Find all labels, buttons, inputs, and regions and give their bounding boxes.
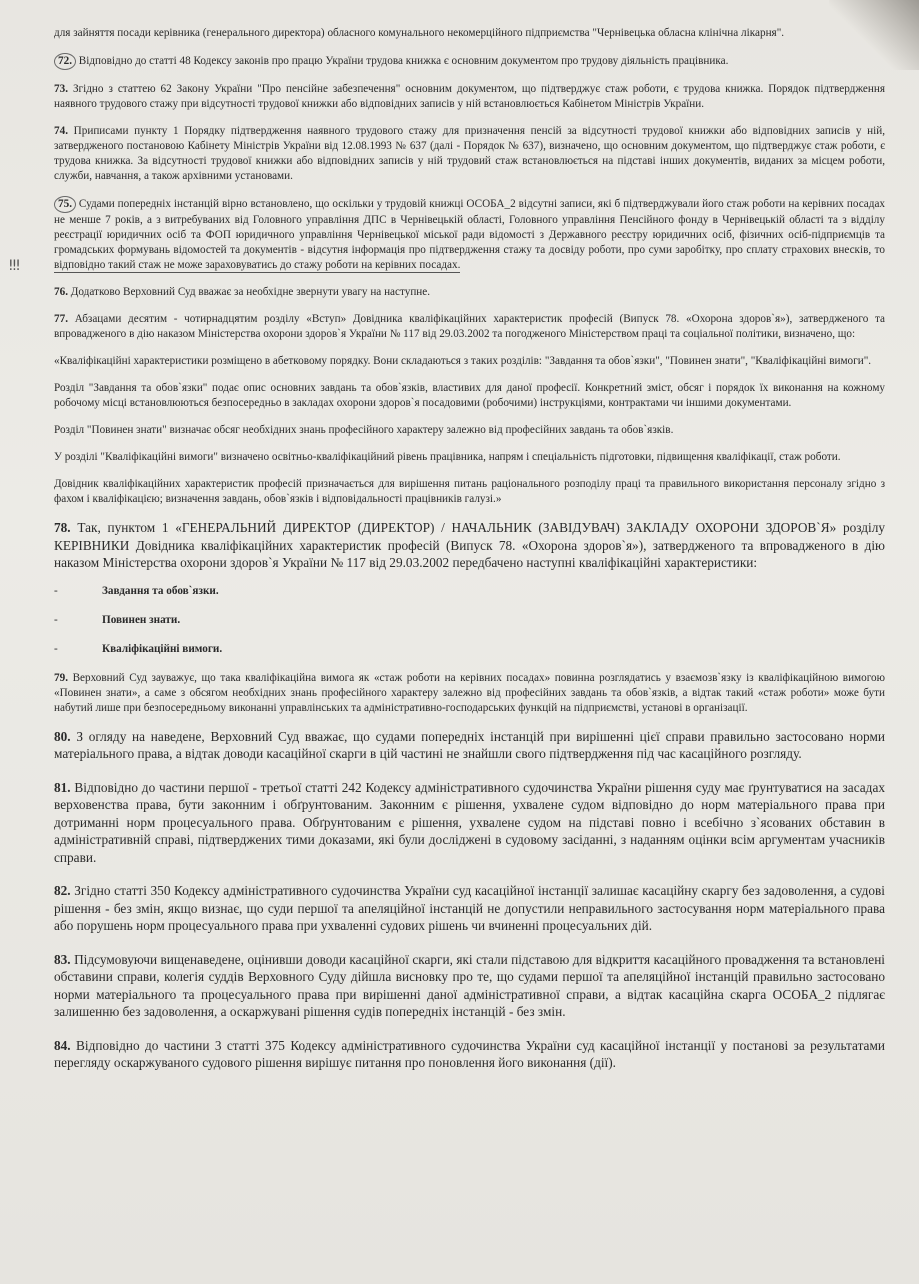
paragraph-75: [54, 196, 885, 273]
paragraph-text: Підсумовуючи вищенаведене, оцінивши доводи касаційної скарги, які стали підставою для відкриття касаційного провадження та встановлені обставини справи, колегія суддів Верховного Суду дійшла висновку про те, що судами першої та апеляційної інстанцій правильно застосовано норми матеріального та процесуального права при вирішенні даної адміністративної справи, а відтак касаційна скарга ОСОБА_2 підлягає залишенню без задоволення, а оскаржувані рішення судів попередніх інстанцій - без змін.: [54, 951, 886, 1019]
paragraph-number: 73.: [54, 83, 68, 95]
list-dash: -: [54, 584, 58, 597]
paragraph-text: Приписами пункту 1 Порядку підтвердження наявного трудового стажу для призначення пенсій за відсутності трудової книжки або відповідних записів у ній, затвердженого постановою Кабінету Міністрів України від 12.08.1993 № 637 (далі - Порядок № 637), визначено, що основним документом, що підтверджує стаж роботи, є трудова книжка. За відсутності трудової книжки або відповідних записів у ній трудовий стаж встановлюється на підставі інших документів, виданих за місцем роботи, служби, навчання, а також архівними установами.: [54, 125, 886, 182]
quote-paragraph: Довідник кваліфікаційних характеристик професій призначається для вирішення питань раціонального розподілу праці та правильного використання персоналу згідно з фахом і кваліфікацією; визначення завдань, обов`язків і відповідальності працівників галузі.»: [54, 478, 885, 505]
paragraph-number-circled: 72.: [54, 53, 76, 70]
paragraph-77: [54, 312, 885, 342]
paragraph-number: 84.: [54, 1037, 71, 1053]
paragraph-number: 80.: [54, 728, 71, 744]
paragraph-text: Верховний Суд зауважує, що така кваліфікаційна вимога як «стаж роботи на керівних посадах» повинна розглядатись у взаємозв`язку із кваліфікаційною вимогою «Повинен знати», а саме з обсягом необхідних знань професійного характеру залежно від професійних завдань та обов`язків, а відтак такий «стаж роботи» може бути набутий лише при безпосередньому виконанні управлінських та адміністративно-господарських функцій на підприємстві, установі в організації.: [54, 671, 885, 714]
paragraph-text: Додатково Верховний Суд вважає за необхідне звернути увагу на наступне.: [70, 286, 431, 298]
list-item: [54, 642, 885, 657]
paragraph-79: [54, 671, 885, 716]
list-item-text: Завдання та обов`язки.: [102, 584, 219, 597]
paragraph-number: 78.: [54, 520, 71, 535]
handwritten-margin-marks: !!!: [8, 258, 19, 274]
paragraph-text: Так, пунктом 1 «ГЕНЕРАЛЬНИЙ ДИРЕКТОР (ДИРЕКТОР) / НАЧАЛЬНИК (ЗАВІДУВАЧ) ЗАКЛАДУ ОХОРОНИ ЗДОРОВ`Я» розділу КЕРІВНИКИ Довідника кваліфікаційних характеристик професій (Випуск 78. «Охорона здоров`я»), затвердженого та впровадженого в дію наказом Міністерства охорони здоров`я України № 117 від 29.03.2002 передбачено наступні кваліфікаційні характеристики:: [54, 520, 885, 570]
paragraph-text: З огляду на наведене, Верховний Суд вважає, що судами попередніх інстанцій при вирішенні цієї справи правильно застосовано норми матеріального права, а відтак доводи касаційної скарги в цій частині не знайшли свого підтвердження під час касаційного розгляду.: [54, 728, 885, 761]
paragraph-text: Згідно з статтею 62 Закону України "Про пенсійне забезпечення" основним документом, що підтверджує стаж роботи, є трудова книжка. Порядок підтвердження наявного трудового стажу при відсутності трудової книжки або відповідних записів у ній встановлюється Кабінетом Міністрів України.: [54, 83, 886, 110]
paragraph-72: [54, 53, 885, 70]
paragraph-number: 76.: [54, 286, 68, 298]
paragraph-number: 82.: [54, 883, 71, 898]
paragraph-73: [54, 82, 885, 112]
paragraph-text: Відповідно до статті 48 Кодексу законів про працю України трудова книжка є основним документом про трудову діяльність працівника.: [78, 55, 729, 67]
paragraph-number: 79.: [54, 671, 68, 684]
quote-paragraph: У розділі "Кваліфікаційні вимоги" визначено освітньо-кваліфікаційний рівень працівника, напрям і спеціальність підготовки, підвищення кваліфікації, стаж роботи.: [54, 451, 841, 463]
paragraph-80: [54, 728, 885, 763]
intro-paragraph: для зайняття посади керівника (генерального директора) обласного комунального некомерційного підприємства "Чернівецька обласна клінічна лікарня".: [54, 27, 785, 39]
paragraph-number-circled: 75.: [54, 196, 76, 213]
paragraph-text: Відповідно до частини першої - третьої статті 242 Кодексу адміністративного судочинства України рішення суду має ґрунтуватися на засадах верховенства права, бути законним і обґрунтованим. Законним є рішення, ухвалене судом відповідно до норм матеріального права при дотриманні норм процесуального права. Обґрунтованим є рішення, ухвалене судом на підставі повно і всебічно з`ясованих обставин в адміністративній справі, підтверджених тими доказами, які були досліджені в судовому засіданні, з наданням оцінки всім аргументам учасників справи.: [54, 779, 885, 865]
paragraph-text: Згідно статті 350 Кодексу адміністративного судочинства України суд касаційної інстанції залишає касаційну скаргу без задоволення, а судові рішення - без змін, якщо визнає, що суди першої та апеляційної інстанцій не допустили неправильного застосування норм матеріального права або порушень норм процесуального права при ухваленні судових рішень чи вчиненні процесуальних дій.: [54, 883, 886, 933]
paragraph-82: [54, 882, 885, 935]
paragraph-76: [54, 285, 885, 300]
paragraph-text: Абзацами десятим - чотирнадцятим розділу «Вступ» Довідника кваліфікаційних характеристик професій (Випуск 78. «Охорона здоров`я»), затвердженого та впровадженого в дію наказом Міністерства охорони здоров`я України № 117 від 29.03.2002 та погодженого Міністерством праці та соціальної політики, визначено, що:: [54, 313, 886, 340]
paragraph-number: 81.: [54, 779, 71, 795]
list-item-text: Повинен знати.: [102, 613, 181, 626]
paragraph-74: [54, 124, 885, 184]
paragraph-number: 77.: [54, 313, 68, 325]
quote-paragraph: Розділ "Завдання та обов`язки" подає опис основних завдань та обов`язків, властивих для даної професії. Конкретний зміст, обсяг і порядок їх виконання на кожному робочому місці встановлюються безпосередньо в закладах охорони здоров`я посадовими (робочими) інструкціями, контрактами чи іншими документами.: [54, 382, 885, 409]
paragraph-text: Судами попередніх інстанцій вірно встановлено, що оскільки у трудовій книжці ОСОБА_2 відсутні записи, які б підтверджували його стаж роботи на керівних посадах не менше 7 років, а з витребуваних від Головного управління ДПС в Чернівецькій області, Головного управління Пенсійного фонду в Чернівецькій області та з відділу реєстрації юридичних осіб та ФОП юридичного управління Чернівецької міської ради відомості з Державного реєстру юридичних осіб, фізичних осіб-підприємців та громадських формувань відомостей та документів - відсутня інформація про підтвердження стажу та досвіду роботи, про суми заробітку, про сплату страхових внесків, то: [54, 198, 886, 256]
quote-paragraph: Розділ "Повинен знати" визначає обсяг необхідних знань професійного характеру залежно від професійних завдань та обов`язків.: [54, 424, 674, 436]
list-dash: -: [54, 642, 58, 655]
list-item: [54, 613, 885, 628]
underlined-text: відповідно такий стаж не може зараховуватись до стажу роботи на керівних посадах.: [54, 259, 461, 271]
paragraph-number: 83.: [54, 951, 71, 967]
quote-paragraph: «Кваліфікаційні характеристики розміщено в абетковому порядку. Вони складаються з таких розділів: "Завдання та обов`язки", "Повинен знати", "Кваліфікаційні вимоги".: [54, 355, 872, 367]
list-dash: -: [54, 613, 58, 626]
list-item-text: Кваліфікаційні вимоги.: [102, 642, 223, 655]
paragraph-number: 74.: [54, 125, 68, 137]
paragraph-81: [54, 779, 885, 867]
list-item: [54, 584, 885, 599]
paragraph-84: [54, 1037, 885, 1072]
paragraph-text: Відповідно до частини 3 статті 375 Кодексу адміністративного судочинства України суд касаційної інстанції у постанові за результатами перегляду оскаржуваного судового рішення вирішує питання про поновлення його виконання (дії).: [54, 1037, 885, 1070]
quote-block: [54, 354, 885, 507]
paragraph-83: [54, 951, 885, 1021]
paragraph-78: [54, 519, 885, 572]
